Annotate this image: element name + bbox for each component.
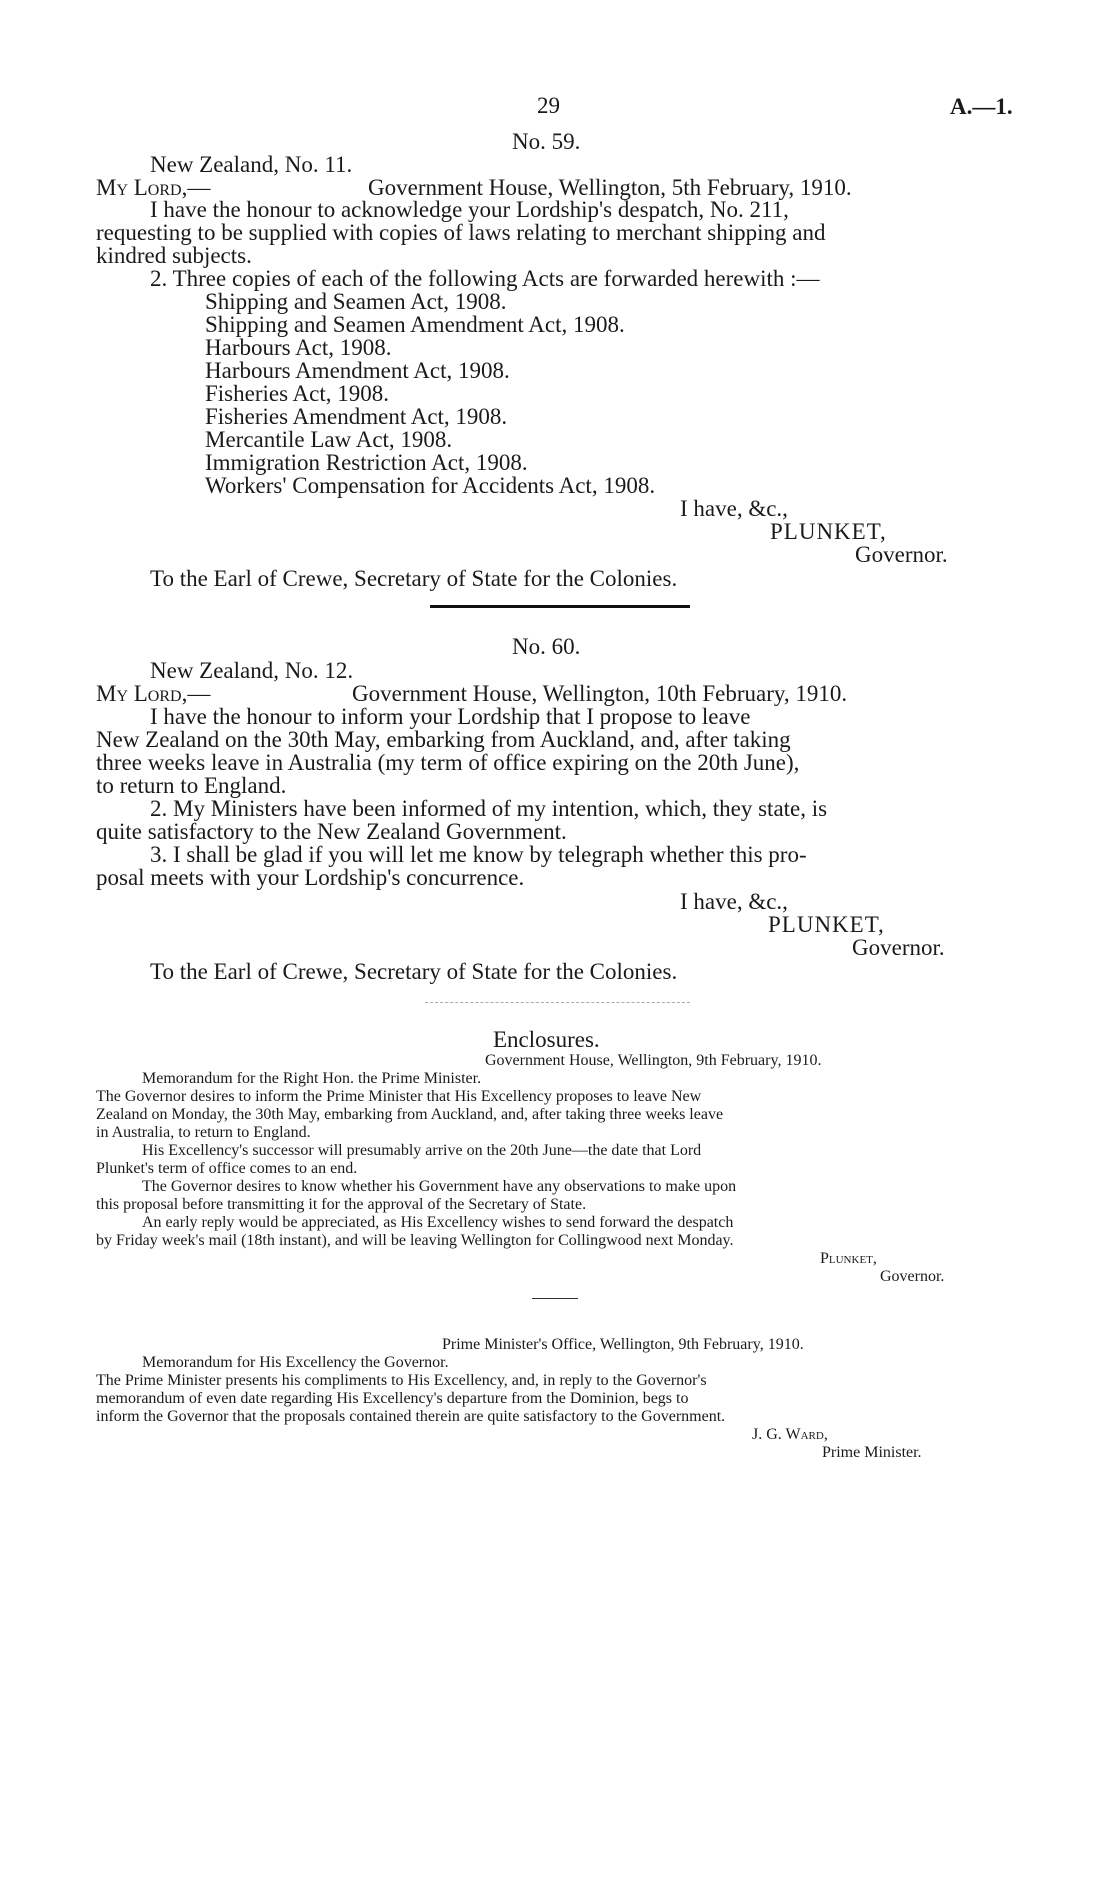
paragraph-line: An early reply would be appreciated, as His Excellency wishes to send forward the despatch	[142, 1214, 734, 1231]
signature-title: Governor.	[855, 542, 948, 567]
paragraph-line: posal meets with your Lordship's concurrence.	[96, 865, 525, 890]
place-and-date: Government House, Wellington, 9th February, 1910.	[485, 1052, 822, 1069]
despatch-number: No. 60.	[512, 634, 581, 659]
list-item: Harbours Amendment Act, 1908.	[205, 358, 510, 383]
signature: Plunket,	[820, 1250, 877, 1267]
paragraph-line: inform the Governor that the proposals contained therein are quite satisfactory to the Government.	[96, 1408, 726, 1425]
page-number: 29	[537, 93, 560, 118]
signature: J. G. Ward,	[752, 1426, 828, 1443]
paper-reference: A.—1.	[950, 94, 1013, 119]
paragraph-line: The Governor desires to know whether his Government have any observations to make upon	[142, 1178, 737, 1195]
closing: I have, &c.,	[680, 496, 788, 521]
place-and-date: Government House, Wellington, 10th February, 1910.	[352, 681, 848, 706]
signature-title: Prime Minister.	[822, 1444, 922, 1461]
salutation: My Lord,—	[96, 175, 211, 200]
list-item: Immigration Restriction Act, 1908.	[205, 450, 528, 475]
paragraph-line: kindred subjects.	[96, 243, 252, 268]
place-and-date: Prime Minister's Office, Wellington, 9th February, 1910.	[442, 1336, 804, 1353]
paragraph-line: quite satisfactory to the New Zealand Government.	[96, 819, 567, 844]
despatch-number: No. 59.	[512, 129, 581, 154]
list-item: Workers' Compensation for Accidents Act, 1908.	[205, 473, 656, 498]
addressee: To the Earl of Crewe, Secretary of State for the Colonies.	[150, 959, 678, 984]
list-item: Fisheries Act, 1908.	[205, 381, 389, 406]
list-item: Shipping and Seamen Amendment Act, 1908.	[205, 312, 625, 337]
place-and-date: Government House, Wellington, 5th February, 1910.	[368, 175, 852, 200]
section-heading: Enclosures.	[493, 1027, 600, 1052]
paragraph-line: memorandum of even date regarding His Excellency's departure from the Dominion, begs to	[96, 1390, 689, 1407]
list-item: Shipping and Seamen Act, 1908.	[205, 289, 507, 314]
signature-title: Governor.	[880, 1268, 945, 1285]
paragraph-line: Plunket's term of office comes to an end.	[96, 1160, 358, 1177]
paragraph-line: this proposal before transmitting it for the approval of the Secretary of State.	[96, 1196, 587, 1213]
paragraph-line: I have the honour to inform your Lordship that I propose to leave	[150, 704, 751, 729]
list-item: Fisheries Amendment Act, 1908.	[205, 404, 508, 429]
paragraph-line: three weeks leave in Australia (my term of office expiring on the 20th June),	[96, 750, 800, 775]
despatch-destination: New Zealand, No. 12.	[150, 658, 354, 683]
paragraph-line: The Prime Minister presents his compliments to His Excellency, and, in reply to the Governor's	[96, 1372, 707, 1389]
addressee: To the Earl of Crewe, Secretary of State for the Colonies.	[150, 566, 678, 591]
section-divider	[425, 1002, 690, 1003]
signature-title: Governor.	[852, 935, 945, 960]
paragraph-line: Zealand on Monday, the 30th May, embarking from Auckland, and, after taking three weeks leave	[96, 1106, 724, 1123]
signature: PLUNKET,	[770, 519, 887, 544]
paragraph-line: 3. I shall be glad if you will let me know by telegraph whether this pro-	[150, 842, 807, 867]
paragraph-line: I have the honour to acknowledge your Lordship's despatch, No. 211,	[150, 197, 789, 222]
paragraph-line: in Australia, to return to England.	[96, 1124, 311, 1141]
list-item: Mercantile Law Act, 1908.	[205, 427, 453, 452]
memo-title: Memorandum for His Excellency the Governor.	[142, 1354, 449, 1371]
paragraph-line: New Zealand on the 30th May, embarking from Auckland, and, after taking	[96, 727, 791, 752]
paragraph-line: requesting to be supplied with copies of laws relating to merchant shipping and	[96, 220, 826, 245]
paragraph-line: The Governor desires to inform the Prime Minister that His Excellency proposes to leave New	[96, 1088, 702, 1105]
section-divider	[430, 605, 690, 608]
paragraph-line: by Friday week's mail (18th instant), and will be leaving Wellington for Collingwood next Monday.	[96, 1232, 734, 1249]
list-item: Harbours Act, 1908.	[205, 335, 392, 360]
despatch-destination: New Zealand, No. 11.	[150, 152, 353, 177]
signature: PLUNKET,	[768, 912, 885, 937]
paragraph-line: 2. My Ministers have been informed of my intention, which, they state, is	[150, 796, 828, 821]
paragraph-line: 2. Three copies of each of the following Acts are forwarded herewith :—	[150, 266, 820, 291]
paragraph-line: His Excellency's successor will presumably arrive on the 20th June—the date that Lord	[142, 1142, 702, 1159]
closing: I have, &c.,	[680, 889, 788, 914]
memo-divider	[532, 1298, 578, 1299]
salutation: My Lord,—	[96, 681, 211, 706]
paragraph-line: to return to England.	[96, 773, 287, 798]
memo-title: Memorandum for the Right Hon. the Prime Minister.	[142, 1070, 482, 1087]
